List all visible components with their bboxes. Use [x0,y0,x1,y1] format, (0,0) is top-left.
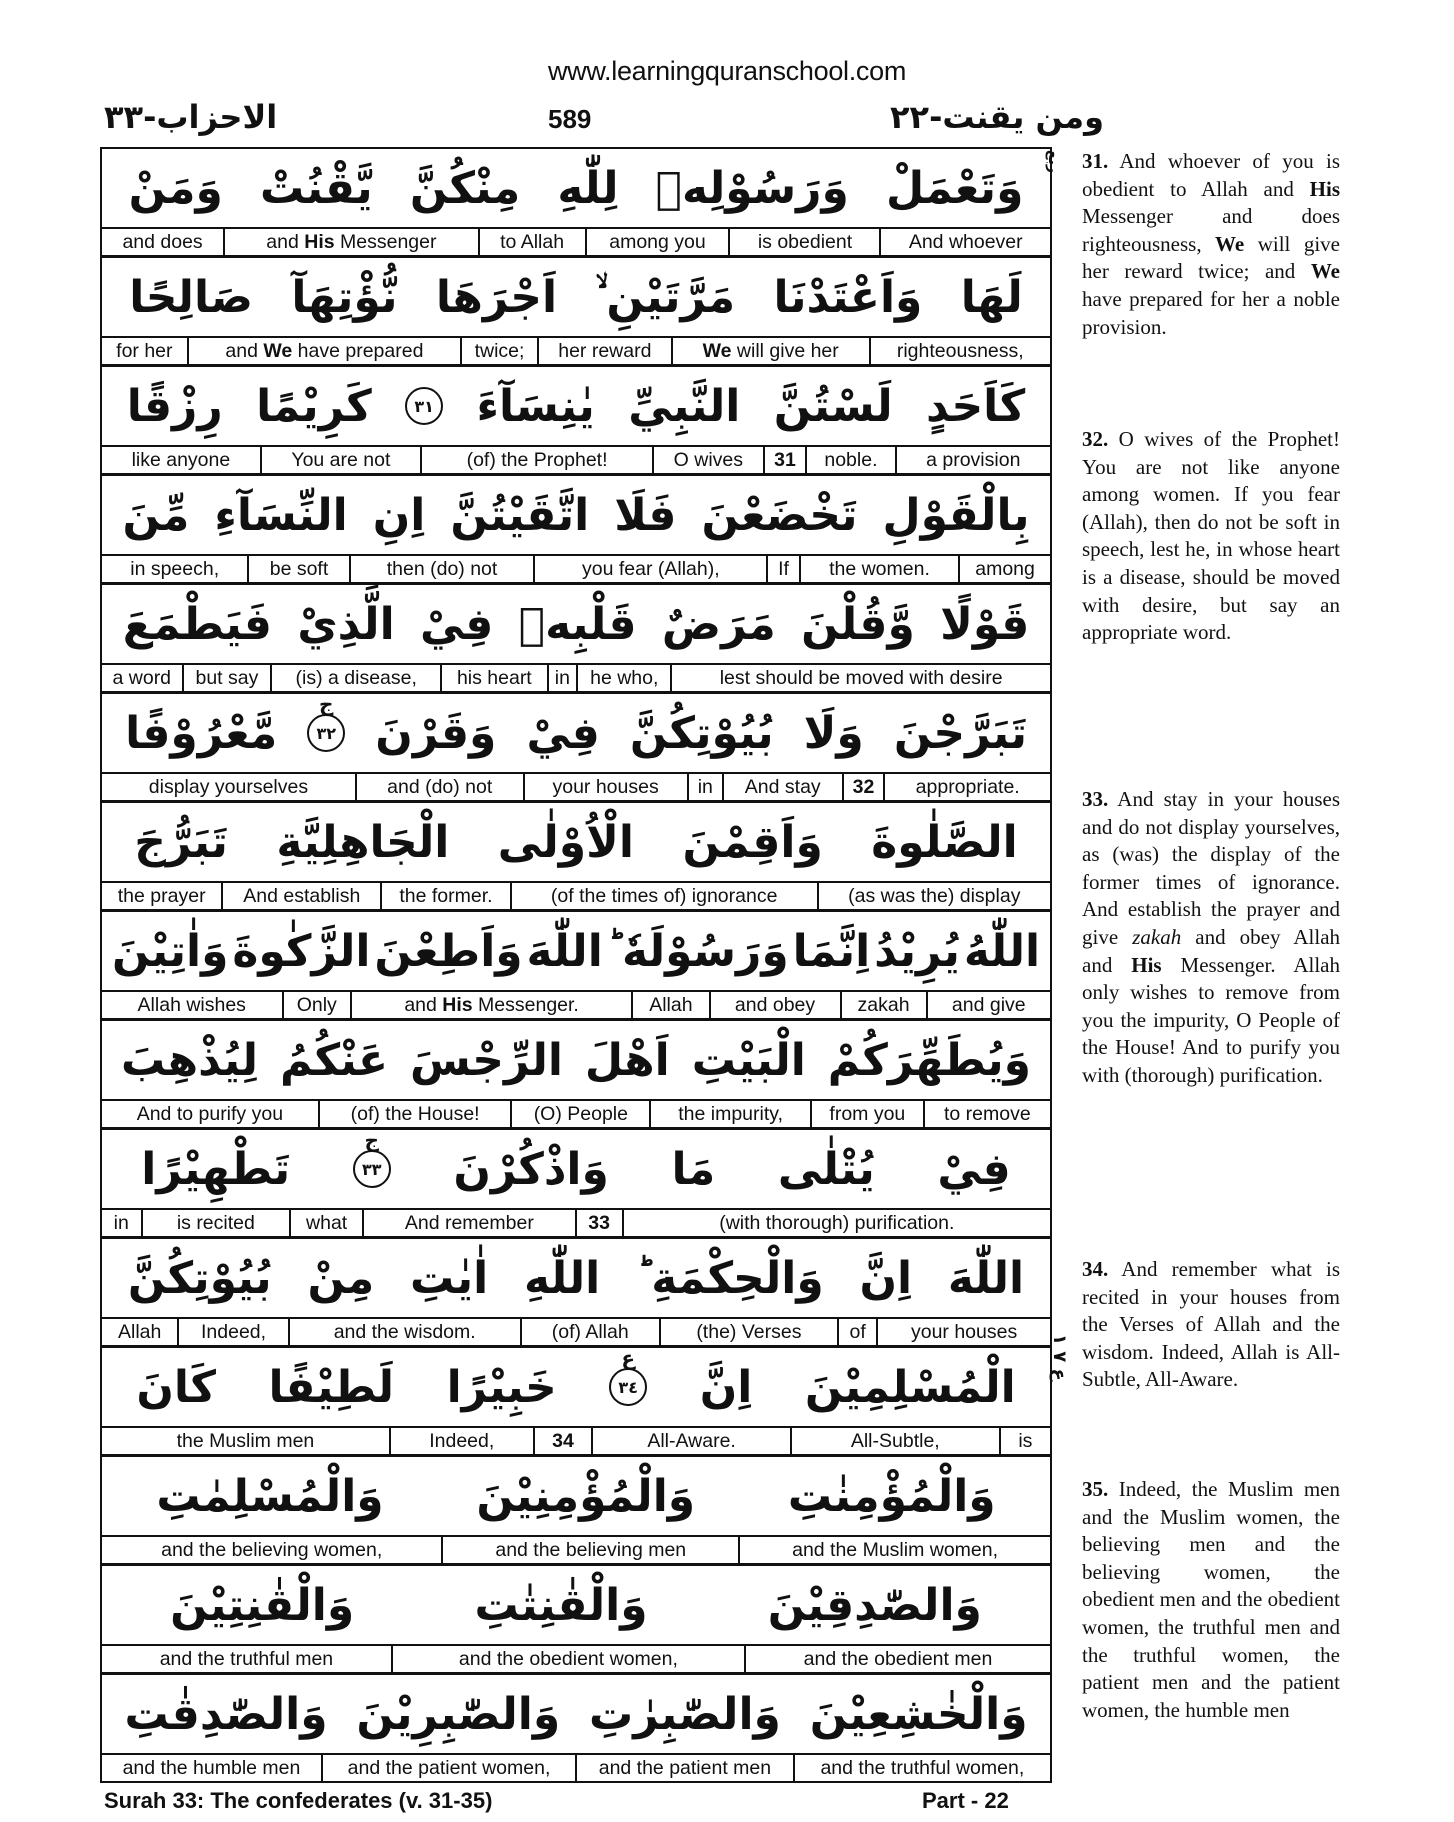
arabic-word: اٰيٰتِ [410,1252,489,1304]
gloss-cell: but say [184,665,273,691]
arabic-word: وَقَرْنَ [375,707,497,759]
gloss-cell: the prayer [102,883,223,909]
rub-marker: ربع [1045,150,1061,173]
translation-text [1082,149,1340,339]
verse-row [102,1457,1050,1566]
translation-35 [1082,1476,1340,1724]
gloss-line [102,1210,1050,1236]
gloss-cell: and the obedient men [803,1648,993,1670]
arabic-line [102,803,1050,883]
arabic-line [102,258,1050,338]
arabic-word: اللّٰهَ [947,1252,1025,1304]
gloss-cell: display yourselves [102,774,357,800]
gloss-cell [352,992,633,1018]
gloss-line [102,774,1050,800]
gloss-line [102,1319,1050,1345]
surah-label-arabic: الاحزاب-٣٣ [104,98,278,136]
gloss-cell: your houses [525,774,689,800]
arabic-word: مَرَضٌ [661,598,776,650]
text-run: and obey Allah and [1082,924,1341,977]
gloss-cell: and the Muslim women, [792,1539,999,1561]
arabic-word: وَالْقٰنِتٰتِ [474,1579,648,1631]
gloss-cell: (of) the Prophet! [422,447,654,473]
verse-row [102,912,1050,1021]
gloss-cell: and the patient men [577,1755,795,1781]
arabic-word: الصَّلٰوةَ [871,816,1018,868]
arabic-word: لِيُذْهِبَ [121,1034,259,1086]
gloss-cell: her reward [539,338,673,364]
arabic-word: يُتْلٰى [777,1143,875,1195]
emphasis-bold: His [1309,176,1340,201]
arabic-word: وَالْخٰشِعِيْنَ [809,1688,1028,1740]
arabic-line [102,1675,1050,1755]
arabic-word: اِنَّمَا [792,925,871,977]
gloss-line [102,229,1050,255]
arabic-word: تَبَرُّجَ [134,816,228,868]
gloss-cell [673,338,871,364]
ayah-number: ٣١ [414,396,434,416]
arabic-word: عَنْكُمُ [279,1034,389,1086]
verse-number: 35. [1082,1477,1109,1501]
text-run: Messenger and does righteousness, [1082,204,1340,256]
arabic-word: بِالْقَوْلِ [882,489,1030,541]
translation-text [1082,1477,1340,1722]
ruku-marker: ع ٧ ١ [1049,1334,1070,1381]
arabic-word: فِيْ [937,1143,1011,1195]
gloss-cell: the impurity, [651,1101,812,1127]
gloss-cell: You are not [262,447,422,473]
gloss-cell: and the believing men [443,1537,740,1563]
gloss-text: will give her [731,340,839,362]
translation-31 [1082,148,1340,341]
gloss-line [102,883,1050,909]
verse-row [102,1130,1050,1239]
emphasis-italic: zakah [1132,924,1182,949]
arabic-word: اِنَّ [699,1361,753,1413]
arabic-word: مِنْ [307,1252,375,1304]
arabic-word: كَانَ [136,1361,216,1413]
gloss-emphasis: His [304,231,335,253]
gloss-cell: Indeed, [391,1428,535,1454]
ayah-number: ٣٣ [361,1159,382,1179]
gloss-cell: twice; [462,338,539,364]
verse-row [102,1348,1050,1457]
arabic-word: فَيَطْمَعَ [122,598,272,650]
gloss-cell: Allah [102,1319,179,1345]
arabic-word: وَاَقِمْنَ [682,816,823,868]
arabic-word: وَالْقٰنِتِيْنَ [170,1579,355,1631]
arabic-word: خَبِيْرًا [446,1361,557,1413]
arabic-word: مِنْكُنَّ [409,162,521,214]
arabic-word: تَطْهِيْرًا [141,1143,291,1195]
gloss-text: and [225,340,264,362]
gloss-cell: in [102,1210,143,1236]
gloss-cell: in speech, [102,556,249,582]
gloss-cell: in [689,774,724,800]
arabic-word: وَاَعْتَدْنَا [773,271,923,323]
arabic-line [102,912,1050,992]
verse-row [102,149,1050,258]
gloss-cell: and the believing women, [102,1537,443,1563]
gloss-text: and [266,231,305,253]
arabic-word: وَالْمُسْلِمٰتِ [156,1470,384,1522]
arabic-word: فَلَا [614,489,677,541]
arabic-word: رِزْقًا [126,380,223,432]
gloss-cell: is [1018,1430,1033,1452]
gloss-text: have prepared [292,340,424,362]
gloss-line [102,556,1050,582]
gloss-cell: and (do) not [357,774,525,800]
ayah-end-marker-icon [405,387,443,425]
arabic-word: لَطِيْفًا [268,1361,395,1413]
arabic-word: النَّبِيِّ [628,380,741,432]
arabic-word: صَالِحًا [129,271,253,323]
gloss-line [102,1646,1050,1672]
gloss-cell: and the wisdom. [290,1319,522,1345]
gloss-text: Messenger. [472,994,579,1016]
arabic-word: يُرِيْدُ [874,925,960,977]
gloss-text: and [404,994,443,1016]
gloss-cell: (with thorough) purification. [719,1212,955,1234]
arabic-word: بُيُوْتِكُنَّ [127,1252,272,1304]
gloss-cell: zakah [842,992,928,1018]
verse-row [102,1566,1050,1675]
arabic-word: وَمَنْ [128,162,223,214]
gloss-cell: and give [951,994,1026,1016]
text-run: Messenger. Allah only wishes to remove from you the impurity, O People of the House! And to purify you with (thorough) purification. [1082,952,1340,1087]
verse-number: 34. [1082,1257,1109,1281]
gloss-cell: and obey [711,992,842,1018]
gloss-cell: the Muslim men [102,1428,391,1454]
page-number: 589 [548,104,592,134]
gloss-cell: And whoever [908,231,1023,253]
arabic-word: وَالصّٰبِرِيْنَ [356,1688,561,1740]
arabic-line [102,1348,1050,1428]
gloss-cell: 33 [577,1210,624,1236]
text-run: have prepared for her a noble provision. [1082,286,1340,339]
arabic-word: الْبَيْتِ [691,1034,806,1086]
gloss-cell: noble. [807,447,896,473]
text-run: And remember what is recited in your houses from the Verses of Allah and the wisdom. Indeed, Allah is All-Subtle, All-Aware. [1082,1257,1340,1392]
footer-part-label: Part - 22 [922,1788,1009,1813]
arabic-word: وَالْمُؤْمِنِيْنَ [476,1470,696,1522]
arabic-line [102,585,1050,665]
gloss-cell: a provision [926,449,1021,471]
gloss-cell: your houses [910,1321,1018,1343]
gloss-cell: (of) Allah [522,1319,661,1345]
arabic-word: كَرِيْمًا [256,380,372,432]
arabic-line [102,1021,1050,1101]
arabic-word: وَالصّٰدِقِيْنَ [767,1579,982,1631]
pause-mark: ع [621,1346,636,1370]
arabic-word: قَوْلًا [940,598,1030,650]
gloss-cell: what [291,1210,364,1236]
gloss-cell: (of) the House! [320,1101,513,1127]
gloss-cell: be soft [249,556,350,582]
arabic-word: يَّقْنُتْ [259,162,373,214]
gloss-cell: of [839,1319,878,1345]
gloss-line [102,1101,1050,1127]
arabic-word: فِيْ [526,707,600,759]
arabic-line [102,1239,1050,1319]
gloss-line [102,1428,1050,1454]
arabic-word: فِيْ [420,598,494,650]
gloss-cell: lest should be moved with desire [719,667,1003,689]
arabic-word: الْاُوْلٰى [497,816,634,868]
gloss-cell: appropriate. [915,776,1020,798]
arabic-word: وَاٰتِيْنَ [111,925,229,977]
arabic-word: الزَّكٰوةَ [232,925,371,977]
arabic-word: النِّسَآءِ [214,489,348,541]
arabic-word: يٰنِسَآءَ [476,380,595,432]
arabic-word: كَاَحَدٍ [926,380,1026,432]
gloss-cell: All-Aware. [593,1428,791,1454]
arabic-word: وَاَطِعْنَ [374,925,523,977]
gloss-cell: If [768,556,801,582]
verse-number: 33. [1082,787,1109,811]
arabic-word: اَجْرَهَا [435,271,558,323]
gloss-cell: and does [102,229,225,255]
arabic-word: مِّنَ [122,489,190,541]
ayah-number: ٣٤ [618,1377,638,1397]
verse-row [102,476,1050,585]
arabic-word: وَالْحِكْمَةِ ؕ [635,1252,824,1304]
gloss-line [102,992,1050,1018]
emphasis-bold: His [1131,952,1162,977]
gloss-cell: 32 [844,774,886,800]
arabic-word: اِنَّ [859,1252,913,1304]
arabic-word: لِلّٰهِ [557,162,619,214]
gloss-cell [225,229,480,255]
gloss-cell: (as was the) display [848,885,1021,907]
gloss-line [102,338,1050,364]
verse-row [102,1021,1050,1130]
arabic-word: مَّعْرُوْفًا [125,707,278,759]
gloss-cell: and the truthful men [102,1646,393,1672]
gloss-cell: he who, [578,665,672,691]
gloss-line [102,1537,1050,1563]
gloss-cell: like anyone [102,447,262,473]
text-run: will give her reward twice; and [1082,231,1340,284]
translation-33 [1082,786,1340,1090]
arabic-word: وَالْمُؤْمِنٰتِ [787,1470,996,1522]
arabic-word: اتَّقَيْتُنَّ [450,489,590,541]
arabic-word: وَرَسُوْلَهٗ ؕ [606,925,789,977]
gloss-cell: among [975,558,1035,580]
translation-text [1082,787,1340,1087]
verse-row [102,803,1050,912]
gloss-cell [189,338,463,364]
gloss-cell: and the patient women, [323,1755,577,1781]
gloss-cell: Allah [633,992,710,1018]
arabic-word: وَلَا [803,707,864,759]
gloss-cell: and the obedient women, [393,1646,746,1672]
ayah-end-marker-icon [307,692,345,752]
gloss-cell: And remember [364,1210,576,1236]
gloss-cell: (is) a disease, [272,665,442,691]
verse-row [102,1239,1050,1348]
pause-mark: ج [364,1128,379,1152]
arabic-line [102,149,1050,229]
arabic-line [102,1566,1050,1646]
gloss-line [102,447,1050,473]
verse-row [102,585,1050,694]
translation-text [1082,427,1340,644]
pause-mark: ج [319,692,334,716]
gloss-cell: 34 [535,1428,594,1454]
arabic-line [102,1130,1050,1210]
gloss-cell: righteousness, [896,340,1024,362]
text-run: And stay in your houses and do not display yourselves, as (was) the display of the former times of ignorance. And establish the prayer and give [1082,787,1340,949]
emphasis-bold: We [1310,259,1340,284]
text-run: O wives of the Prophet! You are not like anyone among women. If you fear (Allah), then do not be soft in speech, lest he, in whose heart is a disease, should be moved with desire, but say an appropriate word. [1082,427,1340,645]
arabic-line [102,694,1050,774]
gloss-cell: and the truthful women, [820,1757,1025,1779]
arabic-word: اللّٰهِ [523,1252,601,1304]
gloss-cell: is obedient [730,229,881,255]
arabic-word: الَّذِيْ [297,598,395,650]
ayah-number: ٣٢ [316,723,337,743]
arabic-word: الْجَاهِلِيَّةِ [276,816,450,868]
arabic-word: اَهْلَ [584,1034,670,1086]
gloss-cell: O wives [654,447,764,473]
arabic-word: تَخْضَعْنَ [701,489,858,541]
text-run: Indeed, the Muslim men and the Muslim women, the believing men and the believing women, the obedient men and the obedient women, the truthful men and the truthful women, the patient men and the patient women, the humble men [1082,1477,1340,1722]
gloss-line [102,665,1050,691]
arabic-word: الرِّجْسَ [410,1034,563,1086]
ayah-end-marker-icon [353,1128,391,1188]
arabic-word: لَهَا [960,271,1023,323]
arabic-word: اِنِ [372,489,426,541]
gloss-cell: the women. [801,556,960,582]
arabic-word: قَلْبِهٖ [518,598,637,650]
gloss-text: Messenger [334,231,437,253]
gloss-cell: among you [587,229,731,255]
ayah-end-marker-icon [609,1346,647,1406]
gloss-cell: All-Subtle, [792,1428,1001,1454]
gloss-cell: for her [102,338,189,364]
gloss-cell: a word [102,665,184,691]
gloss-emphasis: His [442,994,473,1016]
arabic-word: وَاذْكُرْنَ [453,1143,609,1195]
verse-row [102,694,1050,803]
gloss-cell: And stay [724,774,844,800]
verse-row [102,1675,1050,1781]
arabic-word: نُّؤْتِهَآ [291,271,398,323]
gloss-cell: his heart [442,665,548,691]
gloss-cell: (of the times of) ignorance [512,883,819,909]
gloss-line [102,1755,1050,1781]
site-url[interactable]: www.learningquranschool.com [547,56,907,86]
arabic-line [102,476,1050,556]
arabic-word: وَّقُلْنَ [801,598,915,650]
text-run: And whoever of you is obedient to Allah and [1082,149,1340,201]
arabic-word: وَالصّٰبِرٰتِ [589,1688,781,1740]
gloss-cell: and the humble men [102,1755,323,1781]
gloss-cell: you fear (Allah), [535,556,768,582]
arabic-word: بُيُوْتِكُنَّ [629,707,774,759]
gloss-cell: 31 [765,447,808,473]
gloss-emphasis: We [263,340,293,362]
gloss-cell: in [549,665,579,691]
arabic-line [102,1457,1050,1537]
translation-text [1082,1257,1340,1391]
footer-surah-title: Surah 33: The confederates (v. 31-35) [104,1788,493,1813]
gloss-cell: from you [812,1101,925,1127]
gloss-cell: to Allah [480,229,587,255]
arabic-line [102,367,1050,447]
juz-label-arabic: ومن يقنت-٢٢ [890,98,1104,136]
arabic-word: اللّٰهَ [526,925,603,977]
arabic-word: وَتَعْمَلْ [885,162,1024,214]
arabic-word: وَرَسُوْلِهٖ [655,162,849,214]
gloss-cell: to remove [943,1103,1031,1125]
emphasis-bold: We [1215,231,1245,256]
arabic-word: تَبَرَّجْنَ [893,707,1027,759]
arabic-word: مَرَّتَيْنِ ۙ [595,271,736,323]
arabic-word: وَيُطَهِّرَكُمْ [827,1034,1032,1086]
arabic-word: اللّٰهُ [963,925,1041,977]
gloss-cell: the former. [382,883,512,909]
gloss-emphasis: We [702,340,732,362]
arabic-word: الْمُسْلِمِيْنَ [804,1361,1016,1413]
arabic-word: لَسْتُنَّ [773,380,893,432]
verse-number: 31. [1082,149,1109,173]
word-by-word-grid [100,147,1052,1783]
gloss-cell: (O) People [512,1101,651,1127]
gloss-cell: And establish [223,883,382,909]
verse-row [102,367,1050,476]
gloss-cell: Only [284,992,352,1018]
translation-32 [1082,426,1340,647]
arabic-word: وَالصّٰدِقٰتِ [124,1688,328,1740]
arabic-word: مَا [671,1143,716,1195]
gloss-cell: then (do) not [351,556,536,582]
gloss-cell: Allah wishes [102,992,284,1018]
verse-row [102,258,1050,367]
gloss-cell: Indeed, [179,1319,289,1345]
gloss-cell: And to purify you [102,1101,320,1127]
gloss-cell: is recited [143,1210,292,1236]
gloss-cell: (the) Verses [661,1319,839,1345]
translation-34 [1082,1256,1340,1394]
verse-number: 32. [1082,427,1109,451]
